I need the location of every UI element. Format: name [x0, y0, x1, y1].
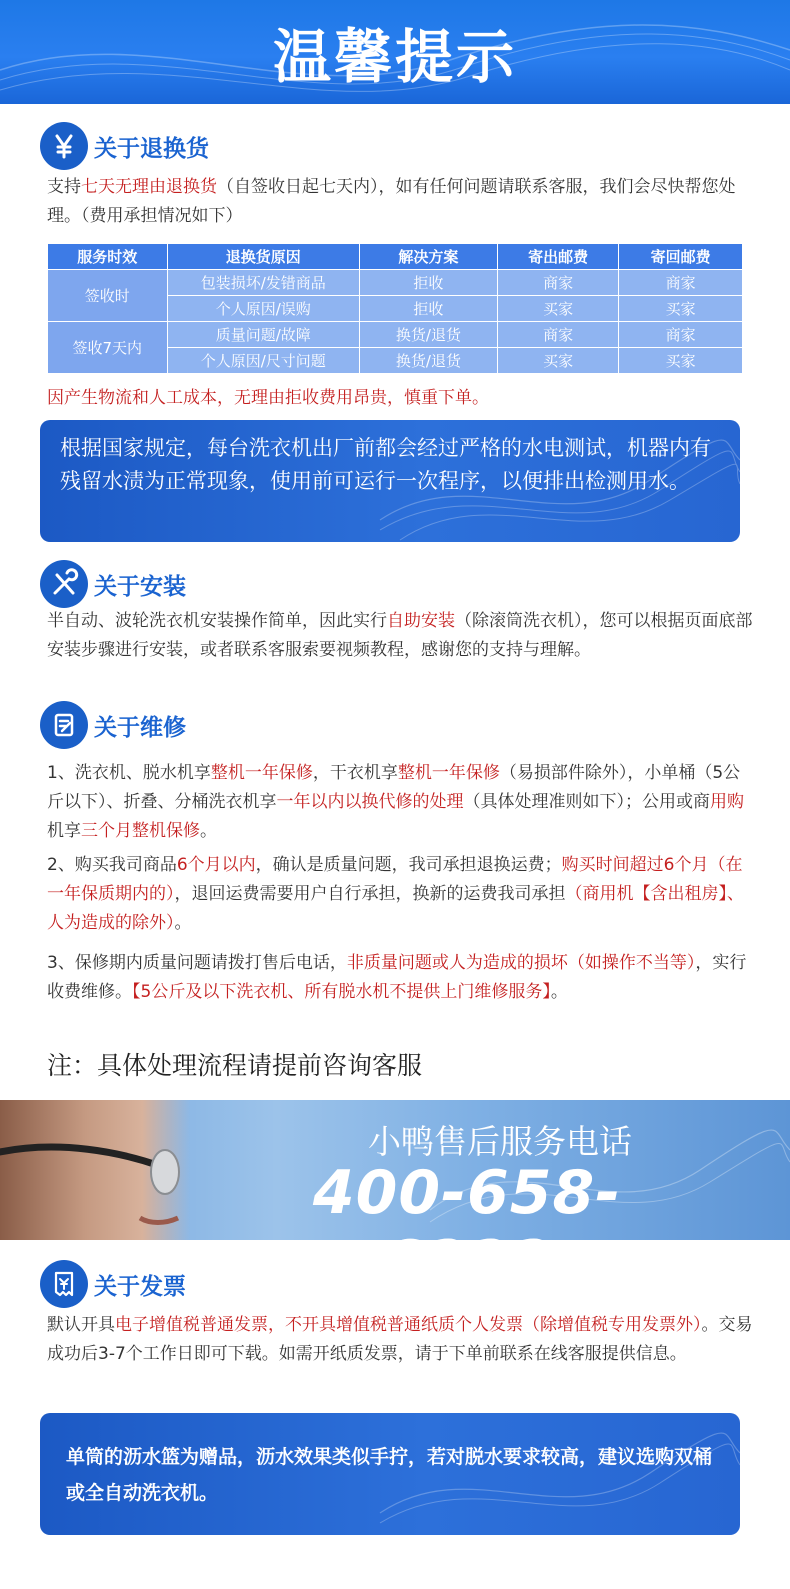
table-cell: 个人原因/误购	[167, 296, 359, 322]
repair-item-2: 2、购买我司商品6个月以内，确认是质量问题，我司承担退换运费；购买时间超过6个月（在一年保质期内的），退回运费需要用户自行承担，换新的运费我司承担（商用机【含出租房】、人为造成的除外）。	[47, 855, 744, 933]
table-cell: 买家	[497, 348, 619, 374]
table-row	[48, 270, 743, 296]
table-cell: 买家	[497, 296, 619, 322]
table-cell: 签收7天内	[48, 322, 168, 374]
customer-service-photo	[0, 1100, 190, 1240]
returns-fee-table	[47, 243, 743, 374]
returns-section-header	[40, 122, 209, 170]
page-header	[0, 0, 790, 104]
table-cell: 买家	[619, 296, 743, 322]
table-header-cell: 寄回邮费	[619, 244, 743, 270]
service-title: 小鸭售后服务电话	[368, 1122, 632, 1161]
drain-basket-note-text: 单筒的沥水篮为赠品，沥水效果类似手拧，若对脱水要求较高，建议选购双桶或全自动洗衣机。	[66, 1446, 713, 1504]
table-cell: 拒收	[360, 296, 498, 322]
notice-box	[40, 420, 740, 542]
table-cell: 买家	[619, 348, 743, 374]
table-header-cell: 解决方案	[360, 244, 498, 270]
table-cell: 商家	[497, 270, 619, 296]
service-phone-number[interactable]: 400-658-6222	[312, 1158, 622, 1298]
table-cell: 商家	[497, 322, 619, 348]
install-section-header	[40, 560, 186, 608]
table-cell: 包装损坏/发错商品	[167, 270, 359, 296]
invoice-icon	[40, 1260, 88, 1308]
table-cell: 换货/退货	[360, 322, 498, 348]
table-cell: 签收时	[48, 270, 168, 322]
invoice-text: 默认开具电子增值税普通发票，不开具增值税普通纸质个人发票（除增值税专用发票外）。交易成功后3-7个工作日即可下载。如需开纸质发票，请于下单前联系在线客服提供信息。	[47, 1315, 753, 1364]
notice-text: 根据国家规定，每台洗衣机出厂前都会经过严格的水电测试，机器内有残留水渍为正常现象，使用前可运行一次程序，以便排出检测用水。	[60, 436, 711, 493]
headset-icon	[0, 1100, 190, 1240]
page-title: 温馨提示	[272, 23, 517, 91]
table-header-cell: 寄出邮费	[497, 244, 619, 270]
returns-warning: 因产生物流和人工成本，无理由拒收费用昂贵，慎重下单。	[47, 388, 489, 408]
repair-section-header	[40, 701, 186, 749]
returns-intro: 支持七天无理由退换货（自签收日起七天内），如有任何问题请联系客服，我们会尽快帮您处理。（费用承担情况如下）	[47, 177, 736, 226]
table-cell: 换货/退货	[360, 348, 498, 374]
table-header-row	[48, 244, 743, 270]
invoice-section-header	[40, 1260, 186, 1308]
repair-icon	[40, 701, 88, 749]
repair-item-3: 3、保修期内质量问题请拨打售后电话，非质量问题或人为造成的损坏（如操作不当等），实行收费维修。【5公斤及以下洗衣机、所有脱水机不提供上门维修服务】。	[47, 953, 747, 1002]
table-cell: 质量问题/故障	[167, 322, 359, 348]
table-cell: 商家	[619, 322, 743, 348]
note-text: 注：具体处理流程请提前咨询客服	[47, 1051, 423, 1080]
returns-title: 关于退换货	[94, 135, 209, 162]
install-text: 半自动、波轮洗衣机安装操作简单，因此实行自助安装（除滚筒洗衣机），您可以根据页面底部安装步骤进行安装，或者联系客服索要视频教程，感谢您的支持与理解。	[47, 611, 753, 660]
table-header-cell: 退换货原因	[167, 244, 359, 270]
yen-icon	[40, 122, 88, 170]
install-title: 关于安装	[94, 573, 186, 600]
repair-title: 关于维修	[94, 714, 186, 741]
tools-icon	[40, 560, 88, 608]
table-cell: 商家	[619, 270, 743, 296]
table-cell: 个人原因/尺寸问题	[167, 348, 359, 374]
table-header-cell: 服务时效	[48, 244, 168, 270]
repair-item-1: 1、洗衣机、脱水机享整机一年保修，干衣机享整机一年保修（易损部件除外），小单桶（5公斤以下）、折叠、分桶洗衣机享一年以内以换代修的处理（具体处理准则如下）；公用或商用购机享三个月整机保修。	[47, 763, 744, 841]
drain-basket-note-box	[40, 1413, 740, 1535]
table-row	[48, 322, 743, 348]
invoice-title: 关于发票	[94, 1273, 186, 1300]
table-cell: 拒收	[360, 270, 498, 296]
